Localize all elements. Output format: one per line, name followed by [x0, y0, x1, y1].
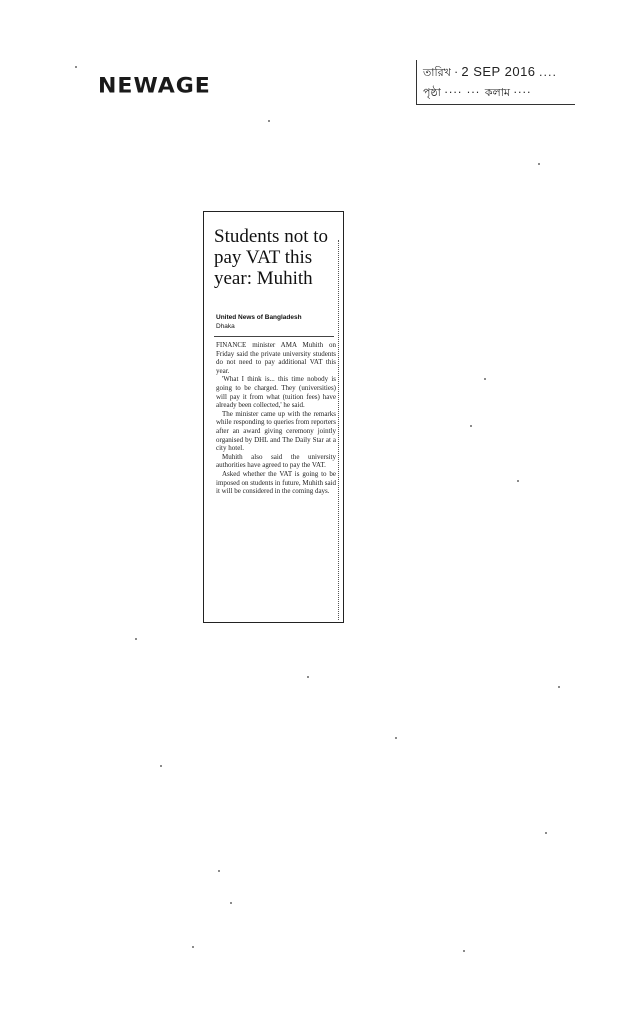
scan-speck [395, 737, 397, 739]
date-stamp [416, 60, 575, 105]
scan-speck [463, 950, 465, 952]
article-paragraph: The minister came up with the remarks while responding to queries from reporters after an award giving ceremony jointly organised by DHL and The Daily Star at a city hotel. [216, 409, 336, 453]
scan-speck [192, 946, 194, 948]
scan-speck [517, 480, 519, 482]
newspaper-clipping [203, 211, 344, 623]
article-headline: Students not to pay VAT this year: Muhith [214, 226, 329, 289]
article-byline [216, 313, 340, 331]
newspaper-masthead: NEWAGE [98, 74, 211, 99]
scan-speck [545, 832, 547, 834]
scan-speck [218, 870, 220, 872]
stamp-date-row: তারিখ · 2 SEP 2016 .... [423, 64, 558, 79]
byline-place: Dhaka [216, 323, 235, 330]
scan-speck [484, 378, 486, 380]
article-paragraph: Muhith also said the university authorities have agreed to pay the VAT. [216, 452, 336, 470]
scan-speck [558, 686, 560, 688]
clip-edge-line [338, 240, 339, 620]
scan-speck [135, 638, 137, 640]
article-body [216, 341, 336, 496]
byline-divider [214, 336, 334, 337]
scan-speck [230, 902, 232, 904]
scan-speck [538, 163, 540, 165]
byline-agency: United News of Bangladesh [216, 314, 302, 321]
article-paragraph: 'What I think is... this time nobody is going to be charged. They (universities) will pay it from what (tuition fees) have already been collected,' he said. [216, 375, 336, 410]
article-paragraph: Asked whether the VAT is going to be imposed on students in future, Muhith said it will be considered in the coming days. [216, 469, 336, 496]
stamp-date-value: 2 SEP 2016 [461, 64, 536, 79]
stamp-page-row: পৃষ্ঠা ···· ··· কলাম ···· [423, 86, 532, 99]
scan-speck [268, 120, 270, 122]
scan-speck [75, 66, 77, 68]
article-paragraph: FINANCE minister AMA Muhith on Friday said the private university students do not need to pay additional VAT this year. [216, 341, 336, 375]
scan-speck [160, 765, 162, 767]
scan-speck [307, 676, 309, 678]
scan-speck [470, 425, 472, 427]
stamp-page-label: পৃষ্ঠা [423, 86, 441, 99]
stamp-column-label: কলাম [484, 86, 511, 99]
stamp-date-label: তারিখ [423, 66, 451, 79]
